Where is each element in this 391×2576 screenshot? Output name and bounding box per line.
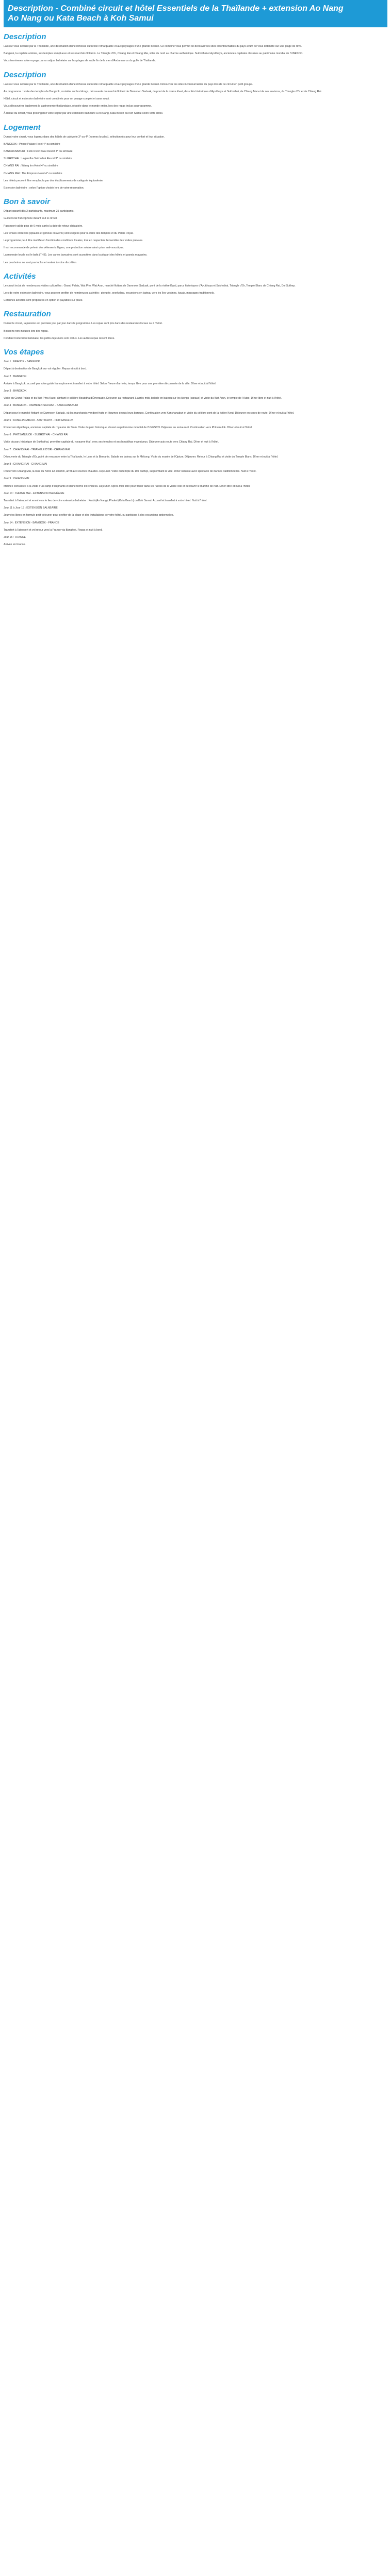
section-paragraph: Route vers Ayutthaya, ancienne capitale du royaume de Siam. Visite du parc historique, classé au patrimoine mondial de l'UNESCO. Déjeuner au restaurant. Continuation vers Phitsanulok. Dîner et nuit à l'hôtel.	[4, 426, 253, 429]
section-paragraph: Durant votre circuit, vous logerez dans des hôtels de catégorie 3* ou 4* (normes locales), sélectionnés pour leur confort et leur situation.	[4, 135, 165, 139]
section-paragraph: Passeport valide plus de 6 mois après la date de retour obligatoire.	[4, 224, 83, 228]
section-paragraph: KANCHANABURI : Felix River Kwai Resort 4* ou similaire	[4, 150, 73, 154]
section-paragraph: Jour 11 à Jour 13 : EXTENSION BALNÉAIRE	[4, 506, 58, 510]
section-paragraph: Hôtel, circuit et extension balnéaire sont combinés pour un voyage complet et sans souci.	[4, 97, 110, 101]
section-paragraph: CHIANG MAI : The Empress Hotel 4* ou similaire	[4, 172, 62, 175]
section-paragraph: Jour 10 : CHIANG MAI - EXTENSION BALNÉAIRE	[4, 492, 64, 495]
section-paragraph: Jour 6 : PHITSANULOK - SUKHOTHAI - CHIANG RAI	[4, 433, 69, 437]
section-paragraph: SUKHOTHAI : Legendha Sukhothai Resort 3* ou similaire	[4, 157, 72, 161]
section-paragraph: Il est recommandé de prévoir des vêtements légers, une protection solaire ainsi qu'un anti-moustique.	[4, 246, 124, 250]
section-paragraph: Pendant l'extension balnéaire, les petits-déjeuners sont inclus. Les autres repas restent libres.	[4, 336, 115, 340]
section-paragraph: Arrivée en France.	[4, 543, 26, 547]
section-paragraph: Jour 5 : KANCHANABURI - AYUTTHAYA - PHITSANULOK	[4, 418, 74, 422]
section-heading: Bon à savoir	[4, 197, 51, 207]
section-heading: Activités	[4, 272, 36, 281]
section-paragraph: Vous terminerez votre voyage par un séjour balnéaire sur les plages de sable fin de la mer d'Andaman ou du golfe de Thaïlande.	[4, 59, 156, 63]
section-paragraph: Jour 2 : BANGKOK	[4, 375, 27, 378]
section-paragraph: Départ garanti dès 2 participants, maximum 25 participants.	[4, 210, 74, 213]
section-paragraph: Jour 4 : BANGKOK - DAMNOEN SADUAK - KANCHANABURI	[4, 404, 78, 408]
section-heading: Description	[4, 70, 46, 79]
section-paragraph: Le programme peut être modifié en fonction des conditions locales, tout en respectant l'ensemble des visites prévues.	[4, 239, 143, 243]
section-paragraph: Au programme : visite des temples de Bangkok, croisière sur les klongs, découverte du marché flottant de Damnoen Saduak, du pont de la rivière Kwaï, des cités historiques d'Ayutthaya et Sukhothai, de Chiang Mai et de ses environs, du Triangle d'Or et de Chiang Rai.	[4, 90, 322, 93]
banner-subtitle: Ao Nang ou Kata Beach à Koh Samui	[8, 14, 154, 23]
section-paragraph: Jour 14 : EXTENSION - BANGKOK - FRANCE	[4, 521, 59, 524]
section-heading: Logement	[4, 123, 41, 132]
section-paragraph: Découverte du Triangle d'Or, point de rencontre entre la Thaïlande, le Laos et la Birmanie. Balade en bateau sur le Mékong. Visite du musée de l'Opium. Déjeuner. Retour à Chiang Rai et visite du Temple Blanc. Dîner et nuit à l'hôtel.	[4, 455, 279, 459]
section-paragraph: Arrivée à Bangkok, accueil par votre guide francophone et transfert à votre hôtel. Selon l'heure d'arrivée, temps libre pour une première découverte de la ville. Dîner et nuit à l'hôtel.	[4, 382, 217, 385]
section-paragraph: Jour 9 : CHIANG MAI	[4, 477, 29, 481]
section-heading: Description	[4, 32, 46, 41]
section-paragraph: Les hôtels peuvent être remplacés par des établissements de catégorie équivalente.	[4, 179, 104, 182]
section-paragraph: Les pourboires ne sont pas inclus et restent à votre discrétion.	[4, 261, 77, 264]
section-heading: Vos étapes	[4, 348, 44, 357]
section-paragraph: Extension balnéaire : selon l'option choisie lors de votre réservation.	[4, 187, 85, 190]
section-paragraph: Certaines activités sont proposées en option et payables sur place.	[4, 299, 83, 302]
section-paragraph: Le circuit inclut de nombreuses visites culturelles : Grand Palais, Wat Pho, Wat Arun, marché flottant de Damnoen Saduak, pont de la rivière Kwaï, parcs historiques d'Ayutthaya et Sukhothai, Triangle d'Or, Temple Blanc de Chiang Rai, Doi Suthep.	[4, 284, 296, 287]
section-paragraph: Visite du Grand Palais et du Wat Phra Kaeo, abritant le célèbre Bouddha d'Émeraude. Déjeuner au restaurant. L'après-midi, balade en bateau sur les klongs (canaux) et visite du Wat Arun, le temple de l'Aube. Dîner libre et nuit à l'hôtel.	[4, 397, 282, 400]
section-paragraph: Visite du parc historique de Sukhothai, première capitale du royaume thaï, avec ses temples et ses bouddhas majestueux. Déjeuner puis route vers Chiang Rai. Dîner et nuit à l'hôtel.	[4, 440, 219, 444]
content	[4, 32, 387, 547]
section-paragraph: Guide local francophone durant tout le circuit.	[4, 217, 58, 221]
section-paragraph: Transfert à l'aéroport et vol retour vers la France via Bangkok. Repas et nuit à bord.	[4, 528, 103, 532]
section-paragraph: Vous découvrirez également la gastronomie thaïlandaise, réputée dans le monde entier, lors des repas inclus au programme.	[4, 105, 152, 108]
section-paragraph: Jour 3 : BANGKOK	[4, 389, 27, 393]
section-paragraph: BANGKOK : Prince Palace Hotel 4* ou similaire	[4, 142, 60, 146]
section-paragraph: Laissez-vous séduire par la Thaïlande, une destination d'une richesse culturelle remarquable et aux paysages d'une grande beauté. Découvrez les sites incontournables du pays lors de ce circuit en petit groupe.	[4, 82, 253, 86]
section-paragraph: CHIANG RAI : Wiang Inn Hotel 4* ou similaire	[4, 164, 58, 168]
section-paragraph: Laissez-vous séduire par la Thaïlande, une destination d'une richesse culturelle remarquable et aux paysages d'une grande beauté. Ce combiné vous permet de découvrir les sites incontournables du pays avant de vous détendre sur une plage de rêve.	[4, 45, 302, 48]
section-paragraph: Durant le circuit, la pension est précisée jour par jour dans le programme. Les repas sont pris dans des restaurants locaux ou à l'hôtel.	[4, 322, 163, 326]
section-paragraph: La monnaie locale est le baht (THB). Les cartes bancaires sont acceptées dans la plupart des hôtels et grands magasins.	[4, 253, 148, 257]
section-paragraph: Jour 7 : CHIANG RAI - TRIANGLE D'OR - CHIANG RAI	[4, 448, 70, 451]
section-paragraph: Jour 1 : FRANCE - BANGKOK	[4, 360, 40, 364]
section-paragraph: Les tenues correctes (épaules et genoux couverts) sont exigées pour la visite des temples et du Palais Royal.	[4, 231, 134, 235]
section-paragraph: Départ à destination de Bangkok sur vol régulier. Repas et nuit à bord.	[4, 367, 87, 371]
section-paragraph: Jour 8 : CHIANG RAI - CHIANG MAI	[4, 462, 47, 466]
section-paragraph: Route vers Chiang Mai, la rose du Nord. En chemin, arrêt aux sources chaudes. Déjeuner. Visite du temple du Doi Suthep, surplombant la ville. Dîner kantoke avec spectacle de danses traditionnelles. Nuit à l'hôtel.	[4, 470, 256, 473]
section-paragraph: Jour 15 : FRANCE	[4, 535, 26, 539]
page	[0, 0, 391, 547]
section-paragraph: Lors de votre extension balnéaire, vous pourrez profiter de nombreuses activités : plongée, snorkeling, excursions en bateau vers les îles voisines, kayak, massages traditionnels.	[4, 292, 215, 295]
section-paragraph: Journées libres en formule petit-déjeuner pour profiter de la plage et des installations de votre hôtel, ou participer à des excursions optionnelles.	[4, 514, 174, 517]
section-heading: Restauration	[4, 310, 51, 319]
section-paragraph: Matinée consacrée à la visite d'un camp d'éléphants et d'une ferme d'orchidées. Déjeuner. Après-midi libre pour flâner dans les ruelles de la vieille ville et découvrir le marché de nuit. Dîner libre et nuit à l'hôtel.	[4, 484, 251, 488]
banner-title: Description - Combiné circuit et hôtel Essentiels de la Thaïlande + extension Ao Nang	[8, 4, 344, 13]
section-paragraph: À l'issue du circuit, vous prolongerez votre séjour par une extension balnéaire à Ao Nang, Kata Beach ou Koh Samui selon votre choix.	[4, 112, 164, 115]
description-banner	[4, 0, 387, 27]
section-paragraph: Bangkok, la capitale animée, ses temples somptueux et ses marchés flottants. Le Triangle d'Or, Chiang Rai et Chiang Mai, villes du nord au charme authentique. Sukhothai et Ayutthaya, anciennes capitales classées au patrimoine mondial de l'UNESCO.	[4, 52, 303, 56]
section-paragraph: Boissons non incluses lors des repas.	[4, 329, 48, 333]
section-paragraph: Départ pour le marché flottant de Damnoen Saduak, où les marchands vendent fruits et légumes depuis leurs barques. Continuation vers Kanchanaburi et visite du célèbre pont de la rivière Kwaï. Déjeuner en cours de route. Dîner et nuit à l'hôtel.	[4, 411, 295, 415]
section-paragraph: Transfert à l'aéroport et envol vers le lieu de votre extension balnéaire : Krabi (Ao Nang), Phuket (Kata Beach) ou Koh Samui. Accueil et transfert à votre hôtel. Nuit à l'hôtel.	[4, 499, 207, 502]
